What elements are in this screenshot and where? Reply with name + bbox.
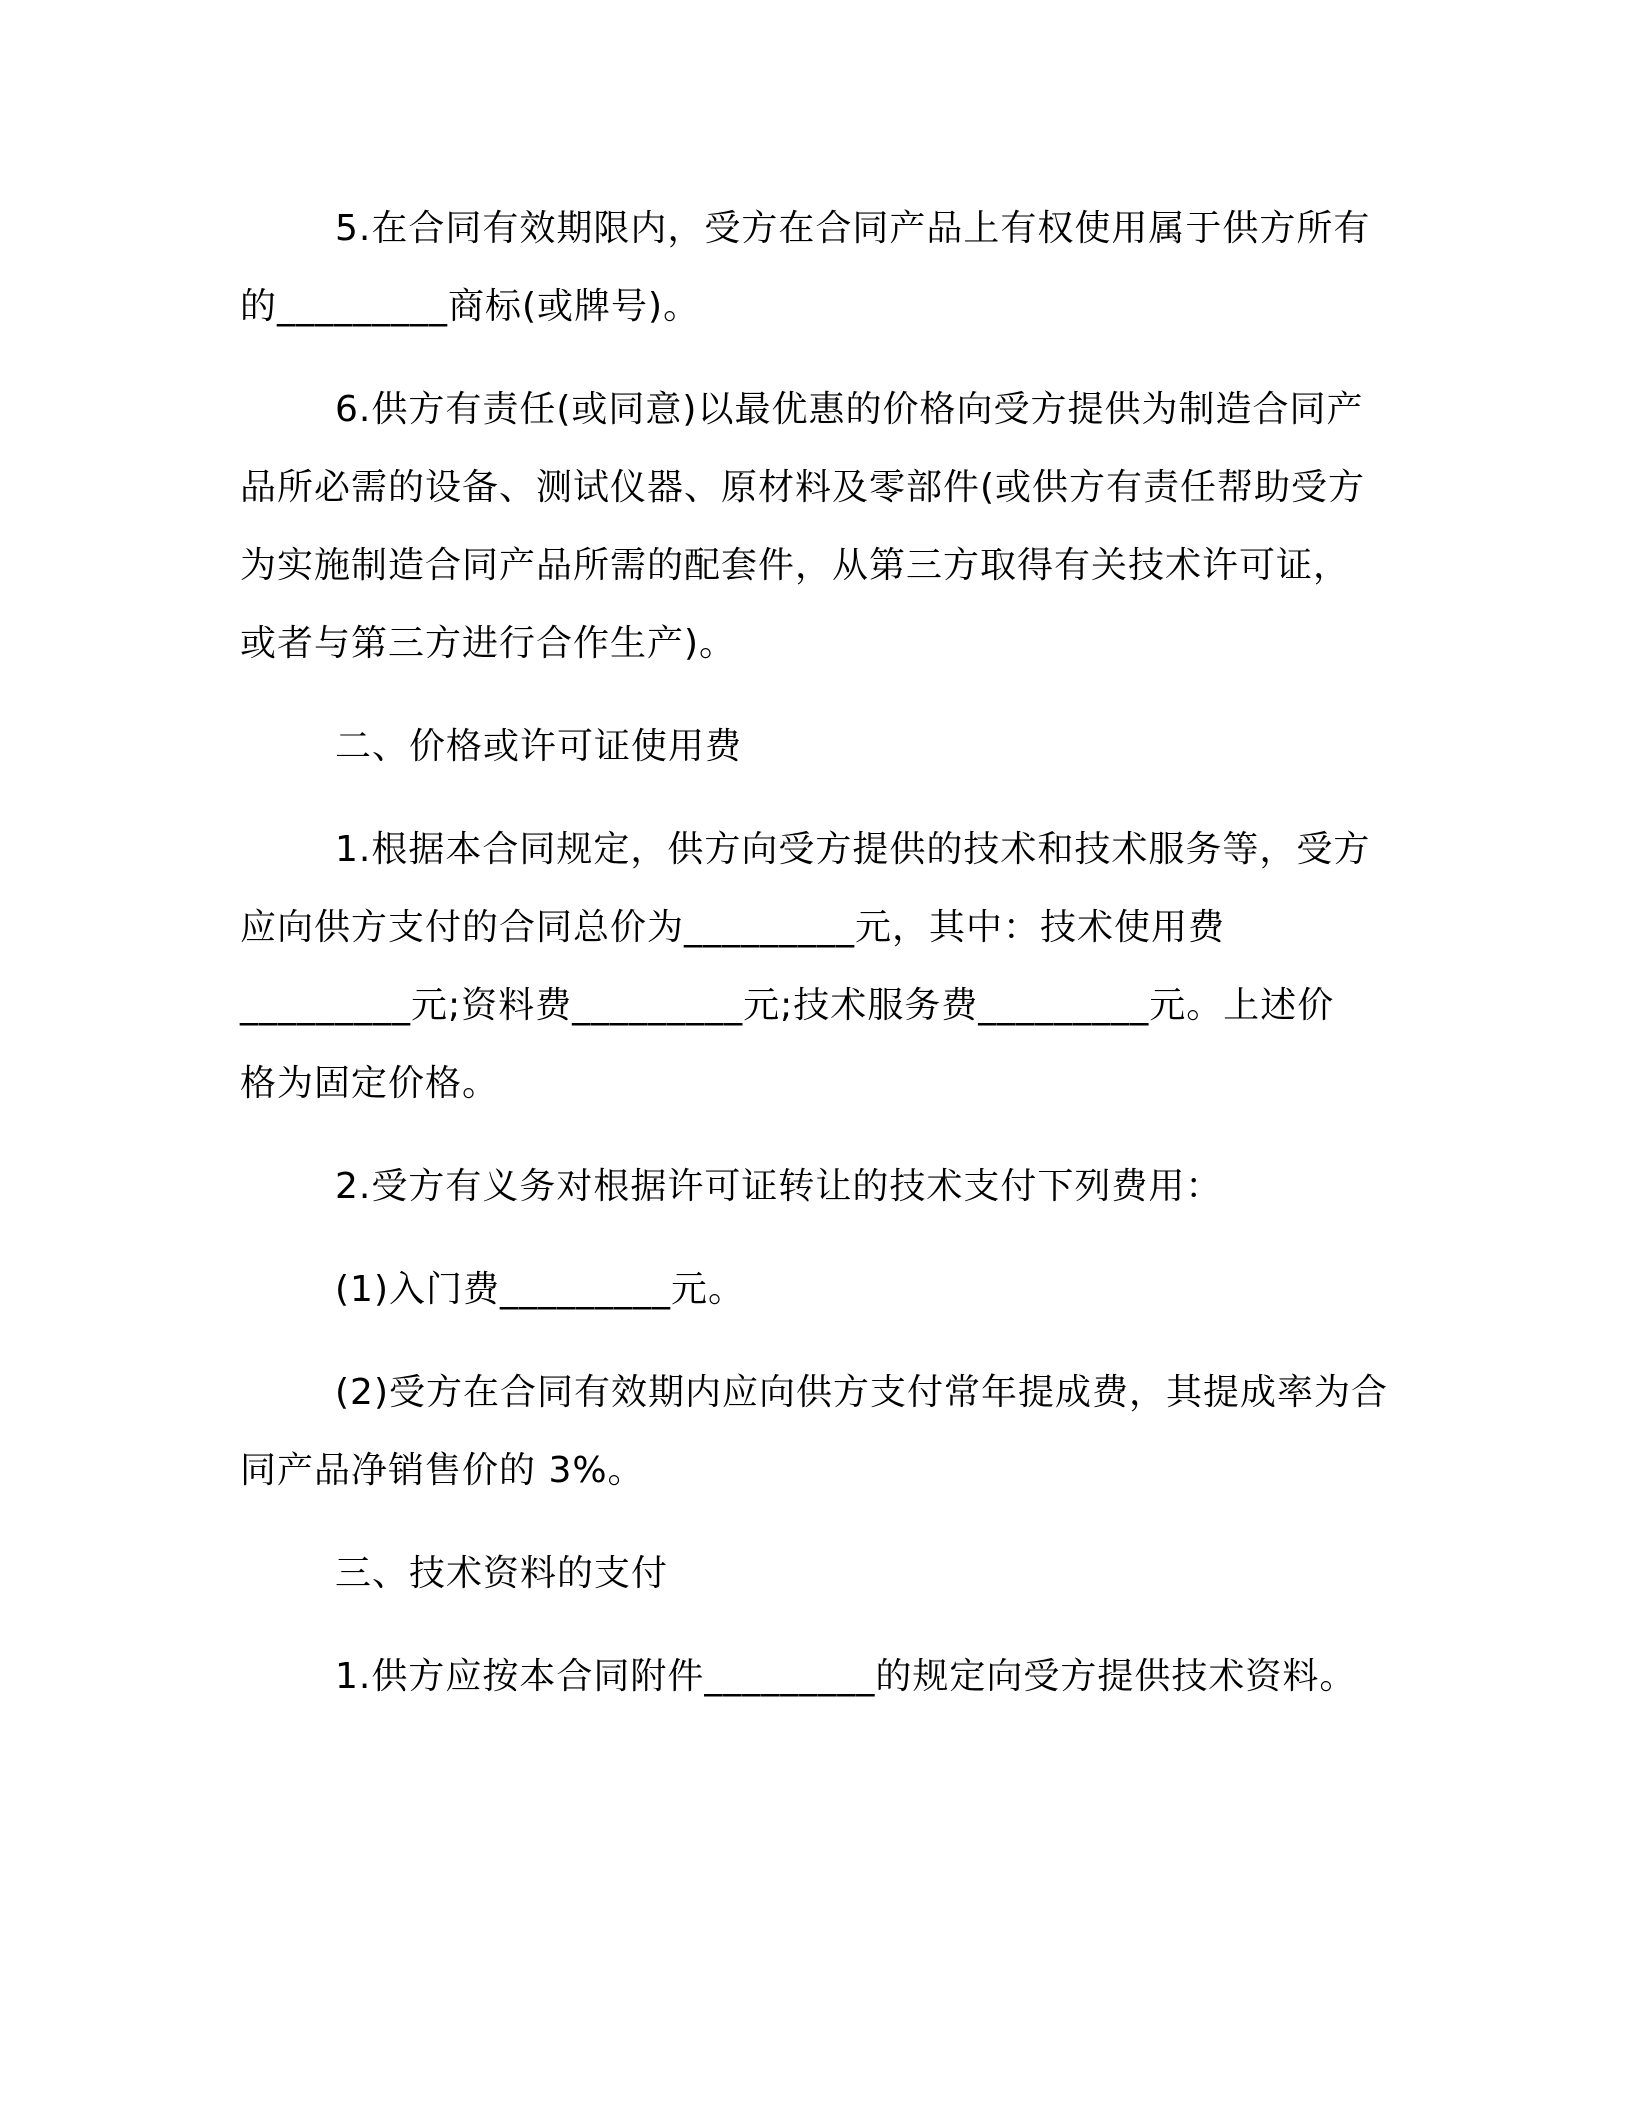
text-line: 2.受方有义务对根据许可证转让的技术支付下列费用：: [335, 1166, 1223, 1207]
paragraph-entry-fee: [240, 1251, 1390, 1329]
heading-text: 二、价格或许可证使用费: [335, 726, 743, 767]
paragraph-price-1: [240, 811, 1390, 1123]
text-line: 5.在合同有效期限内，受方在合同产品上有权使用属于供方所有: [335, 208, 1371, 249]
document-page: [240, 190, 1390, 1716]
paragraph-clause-6: [240, 371, 1390, 683]
text-line: 为实施制造合同产品所需的配套件，从第三方取得有关技术许可证，: [240, 545, 1351, 586]
text-line: 同产品净销售价的 3%。: [240, 1450, 645, 1491]
text-line: 6.供方有责任(或同意)以最优惠的价格向受方提供为制造合同产: [335, 389, 1364, 430]
paragraph-price-2: [240, 1148, 1390, 1226]
heading-text: 三、技术资料的支付: [335, 1553, 669, 1594]
paragraph-tech-docs-1: [240, 1638, 1390, 1716]
section-heading-price: [240, 708, 1390, 786]
section-heading-tech-docs: [240, 1535, 1390, 1613]
text-line: (2)受方在合同有效期内应向供方支付常年提成费，其提成率为合: [335, 1372, 1388, 1413]
text-line: _________元;资料费_________元;技术服务费_________元。上述价: [240, 985, 1335, 1026]
text-line: 品所必需的设备、测试仪器、原材料及零部件(或供方有责任帮助受方: [240, 467, 1366, 508]
text-line: 1.根据本合同规定，供方向受方提供的技术和技术服务等，受方: [335, 829, 1371, 870]
paragraph-clause-5: [240, 190, 1390, 346]
text-line: 格为固定价格。: [240, 1063, 500, 1104]
text-line: (1)入门费_________元。: [335, 1269, 745, 1310]
text-line: 的_________商标(或牌号)。: [240, 286, 701, 327]
text-line: 应向供方支付的合同总价为_________元，其中：技术使用费: [240, 907, 1226, 948]
text-line: 或者与第三方进行合作生产)。: [240, 623, 737, 664]
paragraph-royalty: [240, 1354, 1390, 1510]
text-line: 1.供方应按本合同附件_________的规定向受方提供技术资料。: [335, 1656, 1357, 1697]
